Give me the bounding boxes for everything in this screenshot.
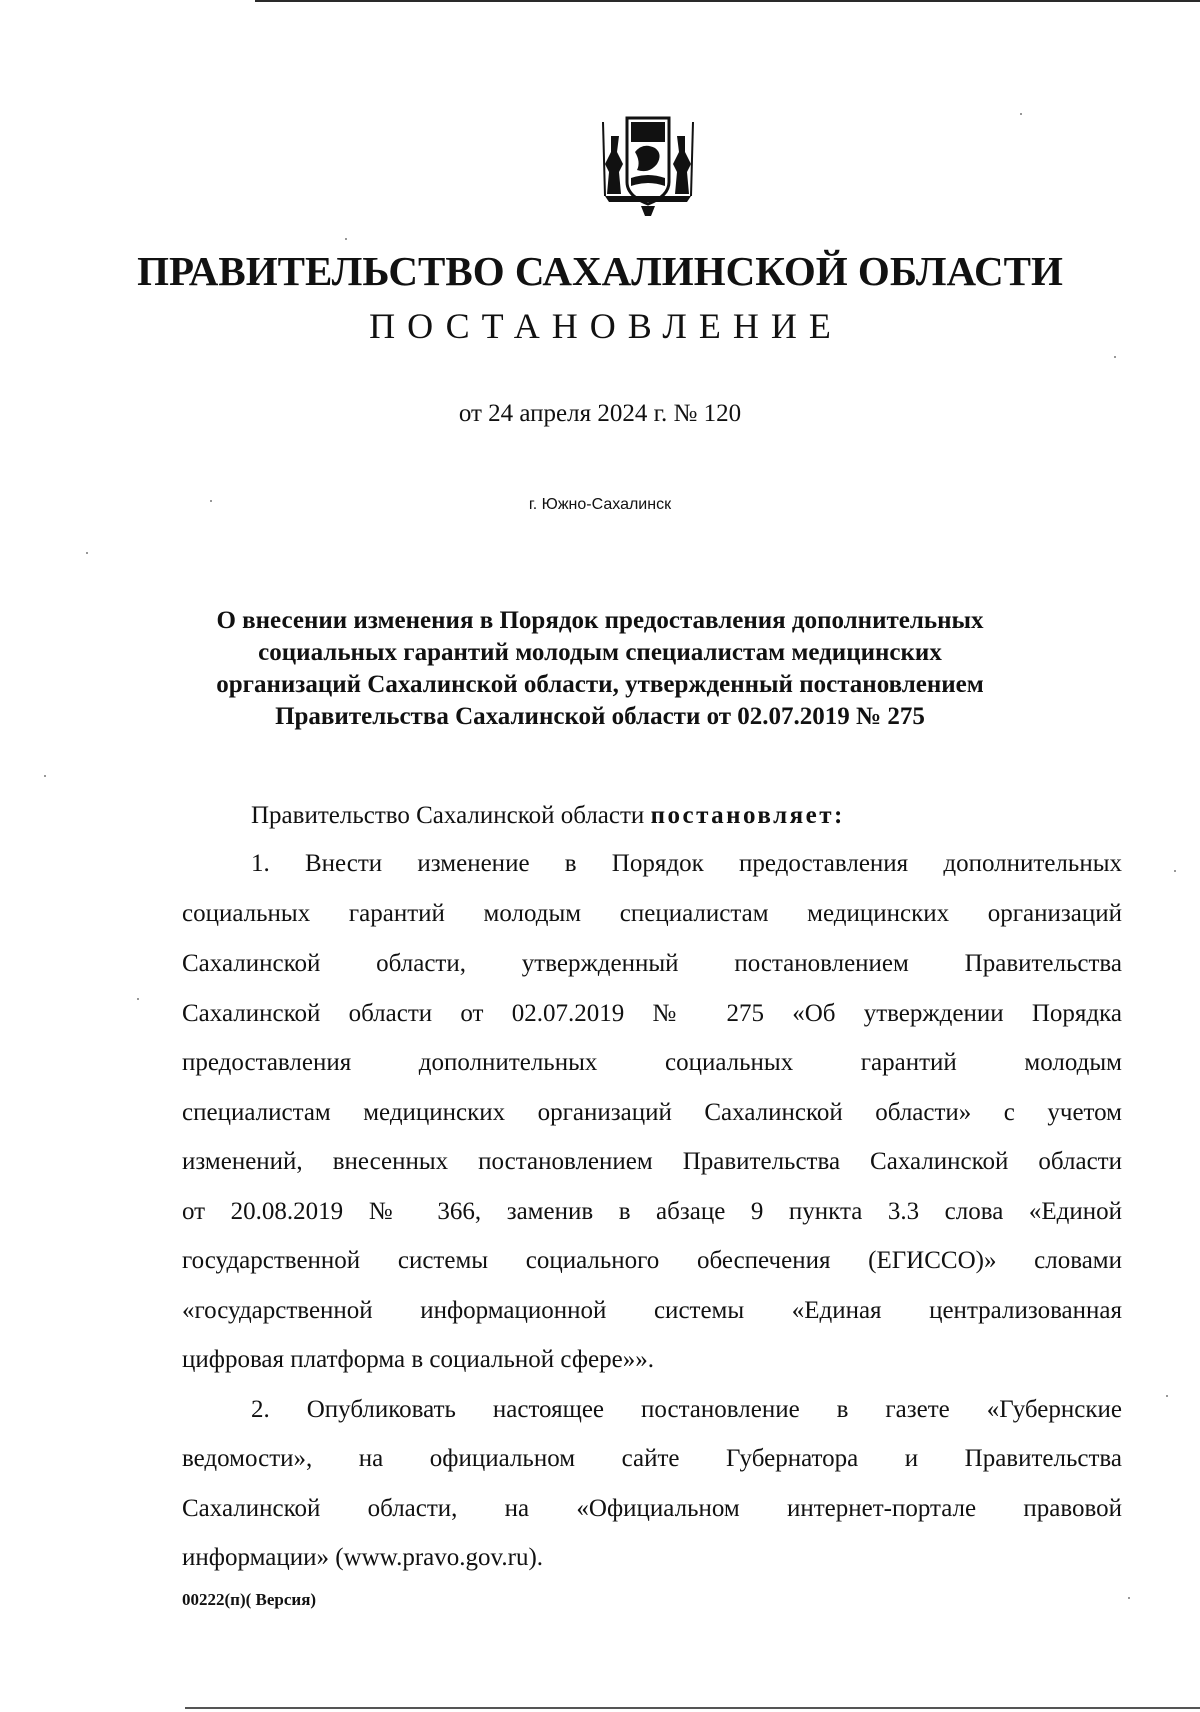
paragraph-line: «государственной информационной системы «Единая централизованная — [182, 1297, 1122, 1324]
scan-speck — [345, 238, 347, 240]
scan-speck — [1020, 113, 1022, 115]
paragraph-line: Сахалинской области, утвержденный постановлением Правительства — [182, 950, 1122, 977]
scan-speck — [1128, 1597, 1130, 1599]
subject-line: социальных гарантий молодым специалистам медицинских — [258, 639, 942, 666]
date-and-number: от 24 апреля 2024 г. № 120 — [458, 400, 742, 427]
coat-of-arms-icon — [597, 112, 699, 218]
scan-speck — [1166, 1395, 1168, 1397]
paragraph-line: социальных гарантий молодым специалистам медицинских организаций — [182, 900, 1122, 927]
paragraph-line: ведомости», на официальном сайте Губернатора и Правительства — [182, 1445, 1122, 1472]
paragraph-line: 2. Опубликовать настоящее постановление в газете «Губернские — [251, 1396, 1122, 1423]
scan-speck — [1174, 870, 1176, 872]
government-title: ПРАВИТЕЛЬСТВО САХАЛИНСКОЙ ОБЛАСТИ — [137, 248, 1063, 294]
paragraph-line: 1. Внести изменение в Порядок предоставления дополнительных — [251, 850, 1122, 877]
scan-speck — [86, 552, 88, 554]
paragraph-line: Сахалинской области от 02.07.2019 № 275 «Об утверждении Порядка — [182, 1000, 1122, 1027]
paragraph-line: Сахалинской области, на «Официальном интернет-портале правовой — [182, 1495, 1122, 1522]
paragraph-line: от 20.08.2019 № 366, заменив в абзаце 9 пункта 3.3 слова «Единой — [182, 1198, 1122, 1225]
scan-speck — [44, 775, 46, 777]
preamble-text: Правительство Сахалинской области — [251, 802, 651, 829]
paragraph-line: цифровая платформа в социальной сфере»». — [182, 1346, 654, 1373]
paragraph-line: изменений, внесенных постановлением Правительства Сахалинской области — [182, 1148, 1122, 1175]
subject-line: О внесении изменения в Порядок предоставления дополнительных — [216, 607, 984, 634]
preamble — [251, 800, 1151, 832]
scan-top-edge — [255, 0, 1200, 2]
scan-bottom-edge — [185, 1707, 1200, 1709]
footer-code: 00222(п)( Версия) — [182, 1590, 317, 1609]
paragraph-line: информации» (www.pravo.gov.ru). — [182, 1544, 544, 1571]
document-subject — [200, 605, 1000, 733]
subject-line: Правительства Сахалинской области от 02.07.2019 № 275 — [275, 703, 925, 730]
city-name: г. Южно-Сахалинск — [528, 496, 672, 513]
paragraph-line: государственной системы социального обеспечения (ЕГИССО)» словами — [182, 1247, 1122, 1274]
preamble-verb: постановляет: — [650, 802, 845, 829]
subject-line: организаций Сахалинской области, утвержденный постановлением — [216, 671, 984, 698]
document-type: ПОСТАНОВЛЕНИЕ — [369, 306, 843, 346]
scan-speck — [137, 998, 139, 1000]
scan-speck — [1114, 356, 1116, 358]
scan-speck — [210, 500, 212, 502]
paragraph-line: предоставления дополнительных социальных гарантий молодым — [182, 1049, 1122, 1076]
paragraph-line: специалистам медицинских организаций Сахалинской области» с учетом — [182, 1099, 1122, 1126]
